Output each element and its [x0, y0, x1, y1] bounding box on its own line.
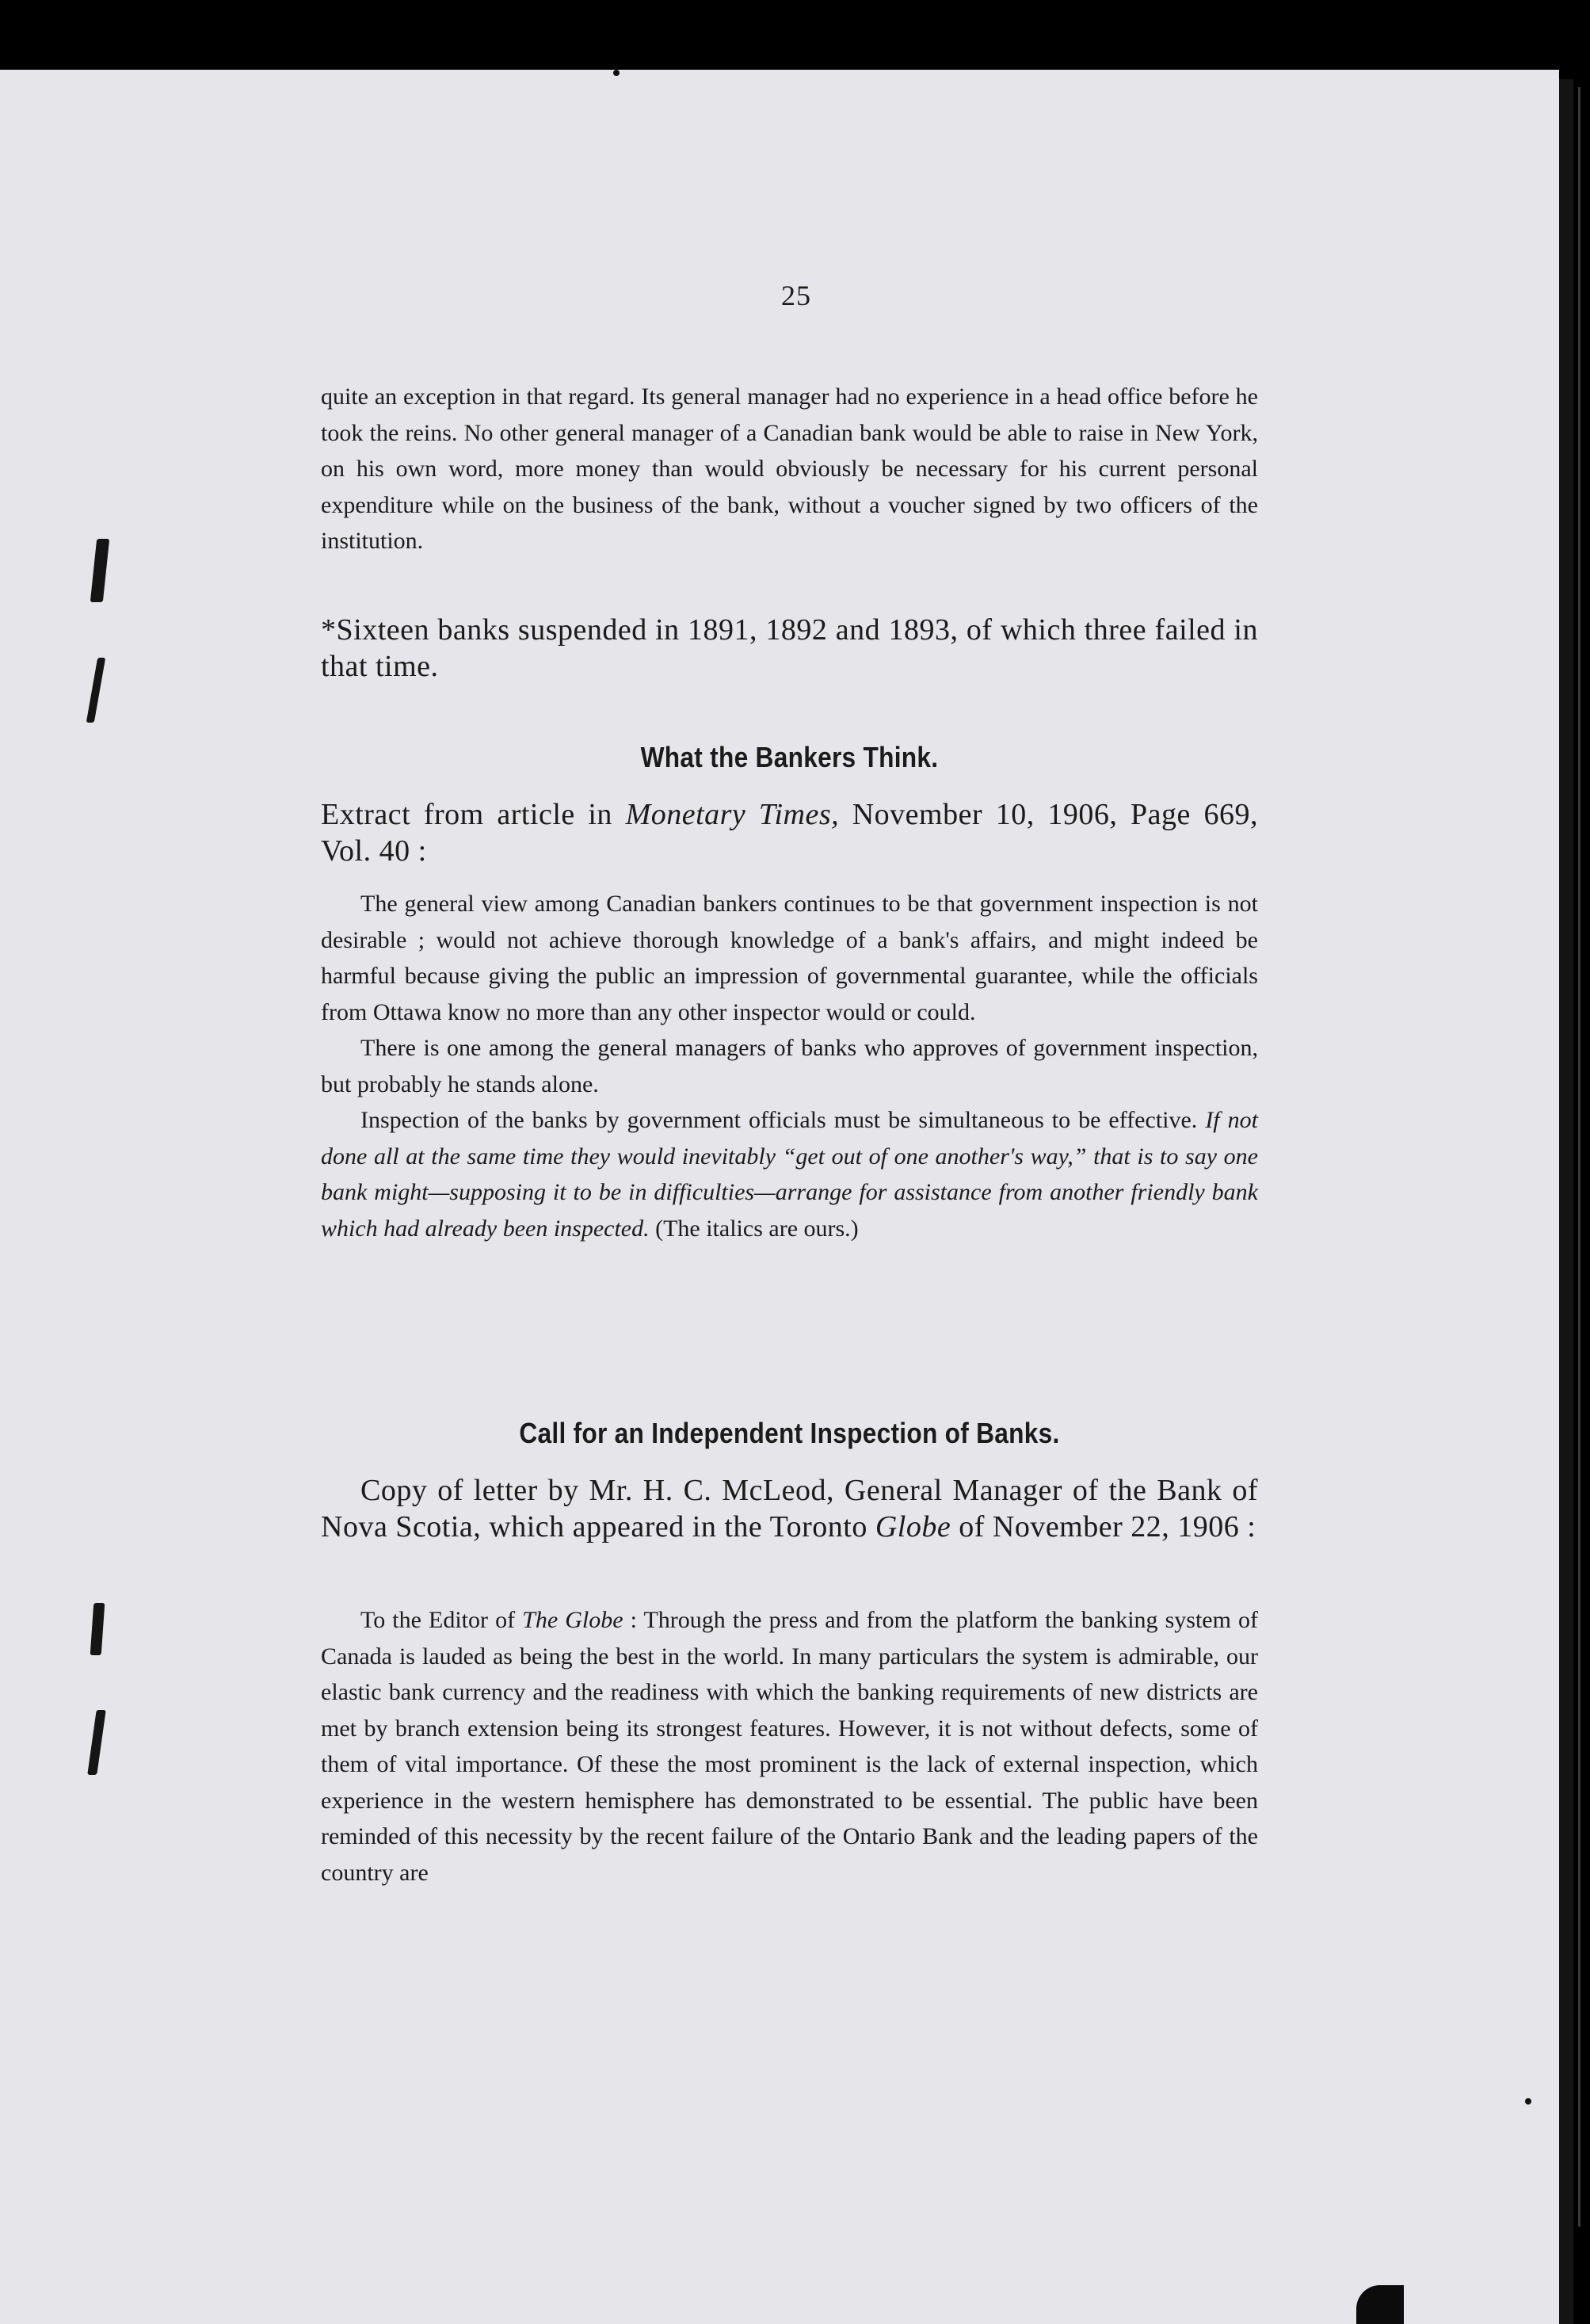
intro-source: Monetary Times,: [625, 798, 840, 831]
letter-after: : Through the press and from the platform the banking system of Canada is lauded as being the best in the world. In many particulars the system is admirable, our elastic bank currency and the readiness with which the banking requirements of new districts are met by branch extension being its strongest features. However, it is not without defects, some of them of vital importance. Of these the most prominent is the lack of external inspection, which experience in the western hemisphere has demonstrated to be essential. The public have been reminded of this necessity by the recent failure of the Ontario Bank and the leading papers of the country are: [321, 1607, 1258, 1886]
extract-intro: [321, 796, 1258, 869]
para-3-plain: Inspection of the banks by government officials must be simultaneous to be effective.: [360, 1107, 1206, 1133]
page-number: 25: [781, 280, 811, 311]
letter-intro: [321, 1472, 1258, 1545]
footnote-paragraph: [321, 612, 1258, 685]
letter-intro-text: [321, 1472, 1258, 1545]
intro-before: Extract from article in: [321, 798, 626, 831]
paragraph-text: quite an exception in that regard. Its general manager had no experience in a head office before he took the reins. No other general manager of a Canadian bank would be able to raise in New York, on his own word, more money than would obviously be necessary for his current personal expenditure while on the business of the bank, without a voucher signed by two officers of the institution.: [321, 384, 1258, 554]
scan-speck: [613, 70, 620, 76]
letter-intro-before: Copy of letter by Mr. H. C. McLeod, General Manager of the Bank of Nova Scotia, which appeared in the Toronto: [321, 1474, 1258, 1544]
para-3-italic: If not done all at the same time they would inevitably “get out of one another's way,” that is to say one bank might—supposing it to be in difficulties—arrange for assistance from another friendly bank which had already been inspected.: [321, 1107, 1258, 1242]
letter-intro-after: of November 22, 1906 :: [951, 1510, 1256, 1544]
letter-paragraph: [321, 1602, 1258, 1891]
corner-scan-artifact: [1356, 2285, 1404, 2324]
scan-speck: [1525, 2098, 1531, 2105]
extract-paragraph-2: There is one among the general managers of banks who approves of government inspection, but probably he stands alone.: [321, 1035, 1258, 1097]
opening-paragraph: [321, 379, 1258, 559]
para-3-end: (The italics are ours.): [649, 1215, 859, 1242]
section-heading-inspection: Call for an Independent Inspection of Banks.: [519, 1417, 1060, 1449]
footnote-text: *Sixteen banks suspended in 1891, 1892 and 1893, of which three failed in that time.: [321, 613, 1258, 683]
extract-paragraph-3: [321, 1102, 1258, 1246]
intro-after: November 10, 1906, Page 669, Vol. 40 :: [321, 798, 1258, 868]
page-edge-line: [1578, 87, 1580, 2227]
section-heading-bankers: What the Bankers Think.: [640, 741, 939, 773]
page-edge-shadow: [1559, 79, 1573, 2324]
letter-intro-paper: Globe: [875, 1510, 951, 1544]
extract-body: [321, 886, 1258, 1246]
letter-paper: The Globe: [522, 1607, 623, 1633]
letter-body: [321, 1602, 1258, 1891]
extract-intro-text: [321, 796, 1258, 869]
extract-paragraph-1: The general view among Canadian bankers continues to be that government inspection is not desirable ; would not achieve thorough knowledge of a bank's affairs, and might indeed be harmful because giving the public an impression of governmental guarantee, while the officials from Ottawa know no more than any other inspector would or could.: [321, 891, 1258, 1025]
letter-before: To the Editor of: [360, 1607, 523, 1633]
